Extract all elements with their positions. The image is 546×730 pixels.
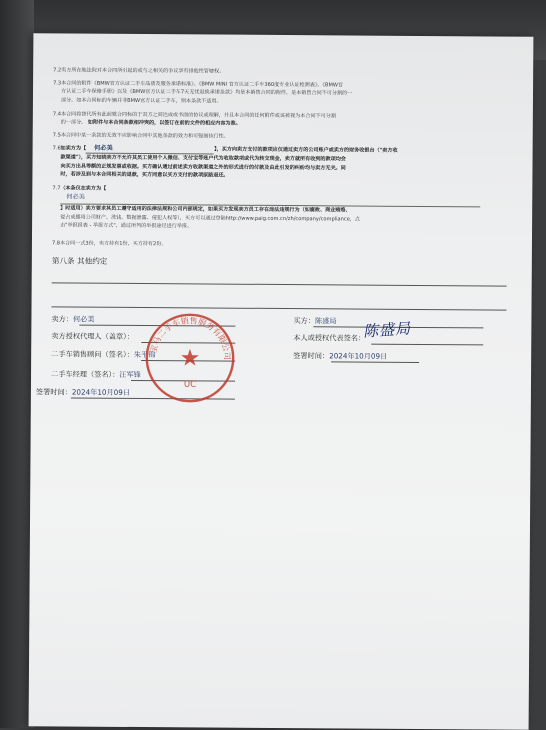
buyer-row xyxy=(293,316,336,326)
clause-7-8 xyxy=(51,239,500,250)
clause-text: 方认证二手车保修手册》以及《BMW官方认证二手车7天无忧退换承诺条款》均是本销售合同的附件，是本销售合同不可分割的一 xyxy=(60,88,353,97)
clause-text: 本合同的附件《BMW官方认证二手车品质及服务承诺标准》、《BMW MINI 官方认证二手车360度专业认证检测表》、《BMW官 xyxy=(61,80,344,89)
svg-text:★: ★ xyxy=(179,345,201,372)
clause-7-7 xyxy=(52,184,500,232)
contract-page xyxy=(29,33,534,729)
clause-7-6 xyxy=(52,144,500,181)
buyer-handwritten-signature: 陈盛局 xyxy=(362,319,412,341)
clause-text-bold: 如卖方为【 xyxy=(60,145,87,152)
advisor-label: 二手车销售顾问（签名）： xyxy=(51,349,134,359)
company-seal-icon xyxy=(142,310,238,406)
clause-number: 7.3 xyxy=(53,80,62,87)
clause-7-4 xyxy=(52,110,501,130)
buyer-date: 2024年10月09日 xyxy=(329,351,388,361)
clause-text-bold: 如附件与本合同条款相冲突的，以签订在前的文件的相应内容为准。 xyxy=(87,119,241,128)
clause-7-2 xyxy=(53,66,501,77)
clause-number: 7.2 xyxy=(53,67,62,74)
buyer-rep-label: 本人或授权代表签名： xyxy=(293,333,366,343)
clause-text-bold: 】，买方向卖方支付的款项应仅通过卖方的公司账户或卖方的财务收银台（"卖方收 xyxy=(214,146,398,154)
clause-text-bold: 款渠道"），买方知晓卖方不允许其员工使用个人微信、支付宝等账户代为收取款项或代为转交现金，卖方就所有收到的款项均会 xyxy=(60,154,346,163)
seller-label: 卖方： xyxy=(51,314,74,324)
seller-row xyxy=(51,314,94,324)
seller-date-row xyxy=(36,387,130,398)
advisor-row xyxy=(51,349,155,360)
clause-number: 7.7 xyxy=(52,185,61,192)
clause-text: 部分。如本合同标的车辆并非BMW官方认证二手车，则本条款不适用。 xyxy=(60,97,222,105)
signature-line xyxy=(331,361,419,363)
clause-text: 本合同将替代所有此前就合同标的于双方之间达成或书面的协议或理解，并且本合同的任何附件或该被视为本合同不可分割 xyxy=(60,111,336,120)
clause-number: 7.6 xyxy=(52,145,61,152)
clause-text: 卖方所在地法院对本合同所引起的或与之相关的争议享有排他性管辖权。 xyxy=(61,67,225,75)
buyer-rep-row xyxy=(293,333,365,344)
seller-rep-row xyxy=(51,331,134,342)
manager-row xyxy=(51,369,141,380)
buyer-date-label: 签署时间： xyxy=(293,351,330,361)
clause-number: 7.5 xyxy=(52,132,61,139)
other-terms-line xyxy=(52,306,507,310)
buyer-date-row xyxy=(293,351,387,362)
manager-label: 二手车经理（签名）： xyxy=(51,369,120,379)
seller-fill-in: 何必美 xyxy=(66,193,85,201)
clause-text-bold: 向买方出具等额的正规发票或收据。买方确认通过前述卖方收款渠道之外的形式进行的付款及由此引发的纠纷均与卖方无关。同 xyxy=(60,163,346,172)
clause-7-3 xyxy=(53,79,501,107)
clause-text: 的一部分。 xyxy=(60,119,87,126)
manager-name: 汪军锋 xyxy=(119,369,141,380)
section-8-title: 第八条 其他约定 xyxy=(51,256,108,266)
clause-text: 本合同一式3份，卖方持有1份，买方持有2份。 xyxy=(59,240,167,248)
seller-date-label: 签署时间： xyxy=(35,387,72,397)
signature-line xyxy=(371,344,483,346)
clause-text: 】时适用）卖方要求其员工遵守适用的法律法规和公司内部规定，如果买方发现卖方员工存在违法违规行为（如腐败、商业贿赂、 xyxy=(60,205,351,214)
clause-7-5 xyxy=(52,131,501,142)
svg-text:UC: UC xyxy=(183,379,197,390)
seal-text: 宝马二手车销售服务有限公司 xyxy=(147,315,233,361)
clause-text-bold: 时，若涉及到与本合同相关的退款，买方同意以买方支付的款项原路退还。 xyxy=(60,171,229,179)
seller-rep-label: 卖方授权代理人（盖章）： xyxy=(51,331,134,341)
buyer-name: 陈盛局 xyxy=(314,316,337,326)
buyer-label: 买方： xyxy=(293,316,316,326)
clause-number: 7.4 xyxy=(52,111,61,118)
seller-date: 2024年10月09日 xyxy=(71,387,131,397)
clause-text: 侵占或挪用公司财产、洗钱、数据泄露、侵犯人权等），买方可以通过登陆http://www.paig.com.cn/zh/company/compliance，点 xyxy=(60,214,361,223)
seller-name: 何必美 xyxy=(72,314,95,324)
clause-number: 7.8 xyxy=(51,240,61,247)
clause-text-bold: （本条仅在卖方为【 xyxy=(60,185,107,192)
advisor-name: 朱平锦 xyxy=(133,349,156,360)
clause-text: 击"举报报表 - 举报方式"，通过所列的举报途径进行举报。 xyxy=(60,222,193,230)
clause-text: 本合同中某一条款的无效不应影响合同中其他条款的效力和可强制执行性。 xyxy=(60,132,229,140)
other-terms-line xyxy=(52,282,507,286)
seller-fill-in: 何必美 xyxy=(86,145,214,155)
